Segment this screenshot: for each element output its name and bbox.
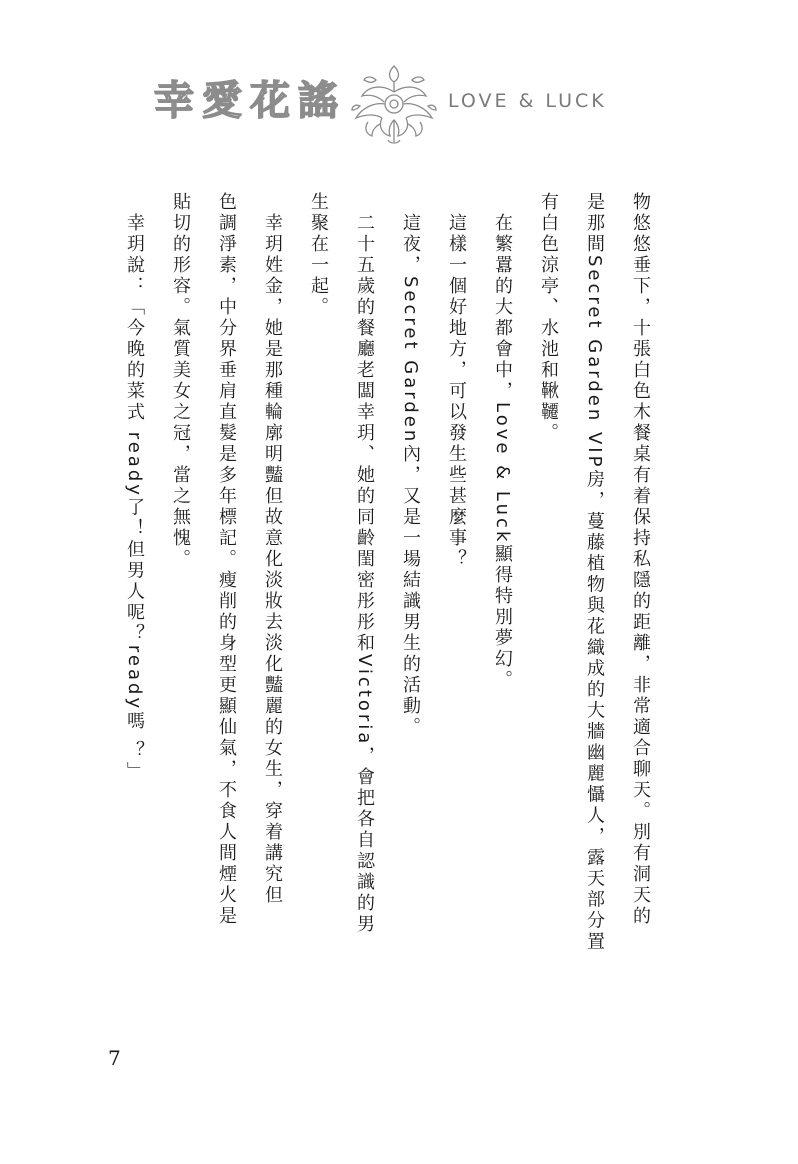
text-column: 在繁囂的大都會中，Love & Luck顯得特別夢幻。 <box>492 192 513 692</box>
text-column: 生聚在一起。 <box>308 192 329 318</box>
text-column: 這夜，Secret Garden內，又是一場結識男生的活動。 <box>400 192 421 739</box>
text-column: 幸玥姓金，她是那種輪廓明豔但故意化淡妝去淡化豔麗的女生，穿着講究但 <box>262 192 283 906</box>
running-header <box>148 62 628 146</box>
page-number: 7 <box>108 1046 121 1070</box>
text-column: 色調淨素，中分界垂肩直髮是多年標記。瘦削的身型更顯仙氣，不食人間煙火是 <box>216 192 237 927</box>
text-column: 這樣一個好地方，可以發生些甚麼事？ <box>446 192 467 570</box>
text-column: 貼切的形容。氣質美女之冠，當之無愧。 <box>170 192 191 570</box>
text-column: 物悠悠垂下，十張白色木餐桌有着保持私隱的距離，非常適合聊天。別有洞天的 <box>630 192 651 927</box>
text-column: 是那間Secret Garden VIP房，蔓藤植物與花織成的大牆幽麗懾人，露天部分置 <box>584 192 605 953</box>
text-column: 二十五歲的餐廳老闆幸玥、她的同齡閨密彤彤和Victoria，會把各自認識的男 <box>354 192 375 936</box>
floral-damask-icon <box>348 62 440 146</box>
text-column: 有白色涼亭、水池和鞦韆。 <box>538 192 559 444</box>
book-title-english: LOVE & LUCK <box>448 90 607 112</box>
book-title-cjk: 幸愛花謠 <box>154 77 346 124</box>
text-column: 幸玥說：「今晚的菜式 ready了！但男人呢？ready嗎 ？」 <box>124 192 145 783</box>
